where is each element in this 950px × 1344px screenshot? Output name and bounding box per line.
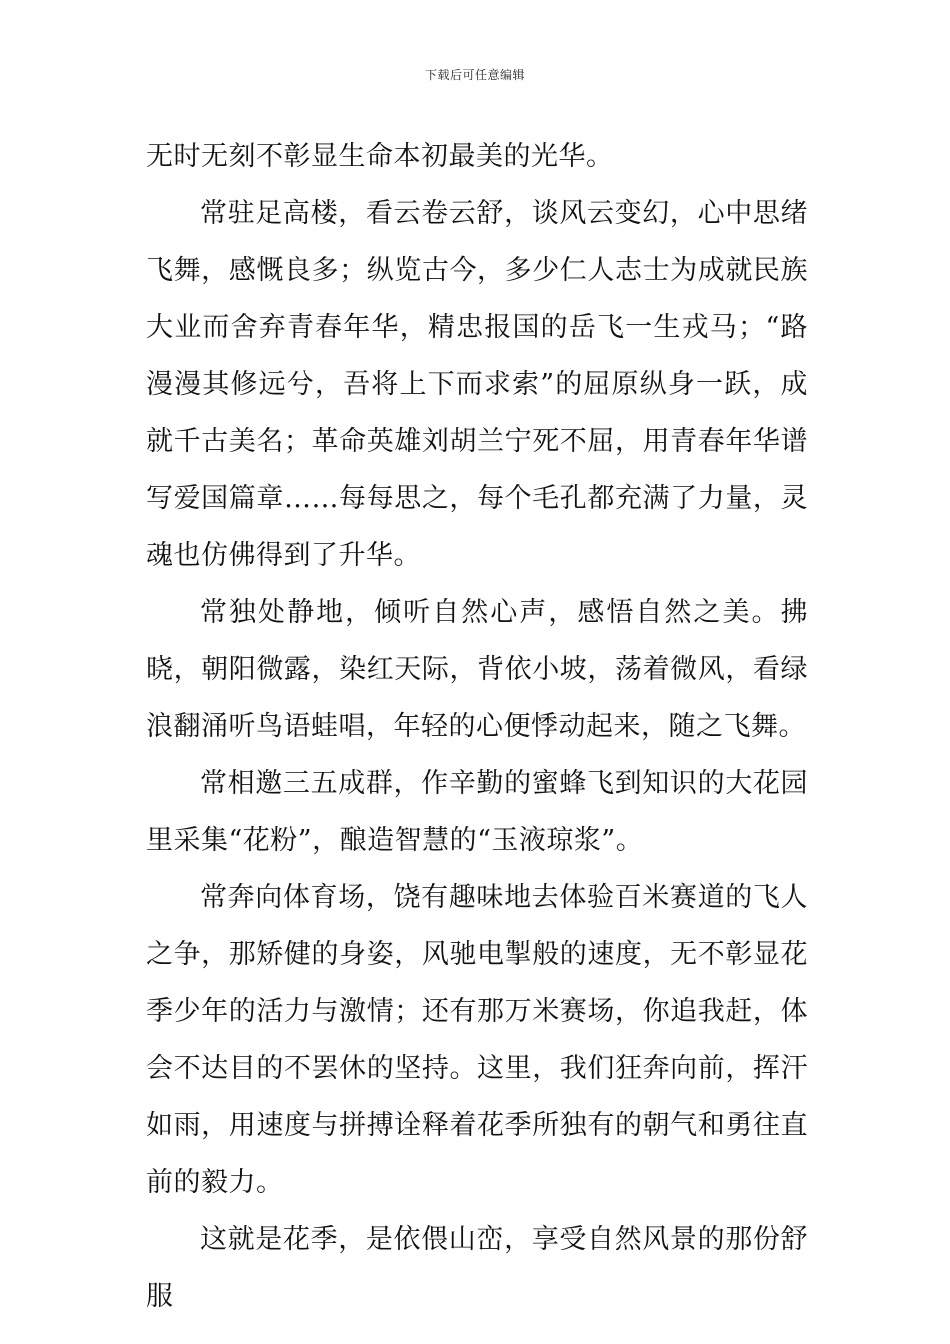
paragraph-1: 无时无刻不彰显生命本初最美的光华。 bbox=[146, 141, 614, 172]
header-note: 下载后可任意编辑 bbox=[424, 68, 525, 82]
paragraph-2: 常驻足高楼，看云卷云舒，谈风云变幻，心中思绪飞舞，感慨良多；纵览古今，多少仁人志士为成就民族大业而舍弃青春年华，精忠报国的岳飞一生戎马；“路漫漫其修远兮，吾将上下而求索”的屈原纵身一跃，成就千古美名；革命英雄刘胡兰宁死不屈，用青春年华谱写爱国篇章……每每思之，每个毛孔都充满了力量，灵魂也仿佛得到了升华。 bbox=[146, 198, 808, 571]
paragraph-5: 常奔向体育场，饶有趣味地去体验百米赛道的飞人之争，那矫健的身姿，风驰电掣般的速度，无不彰显花季少年的活力与激情；还有那万米赛场，你追我赶，体会不达目的不罢休的坚持。这里，我们狂奔向前，挥汗如雨，用速度与拼搏诠释着花季所独有的朝气和勇往直前的毅力。 bbox=[146, 882, 808, 1198]
paragraph-3: 常独处静地，倾听自然心声，感悟自然之美。拂晓，朝阳微露，染红天际，背依小坡，荡着微风，看绿浪翻涌听鸟语蛙唱，年轻的心便悸动起来，随之飞舞。 bbox=[146, 597, 808, 742]
paragraph-4: 常相邀三五成群，作辛勤的蜜蜂飞到知识的大花园里采集“花粉”，酿造智慧的“玉液琼浆”。 bbox=[146, 768, 808, 856]
document-body bbox=[146, 128, 808, 1325]
paragraph-6: 这就是花季，是依偎山峦，享受自然风景的那份舒服 bbox=[146, 1224, 808, 1312]
